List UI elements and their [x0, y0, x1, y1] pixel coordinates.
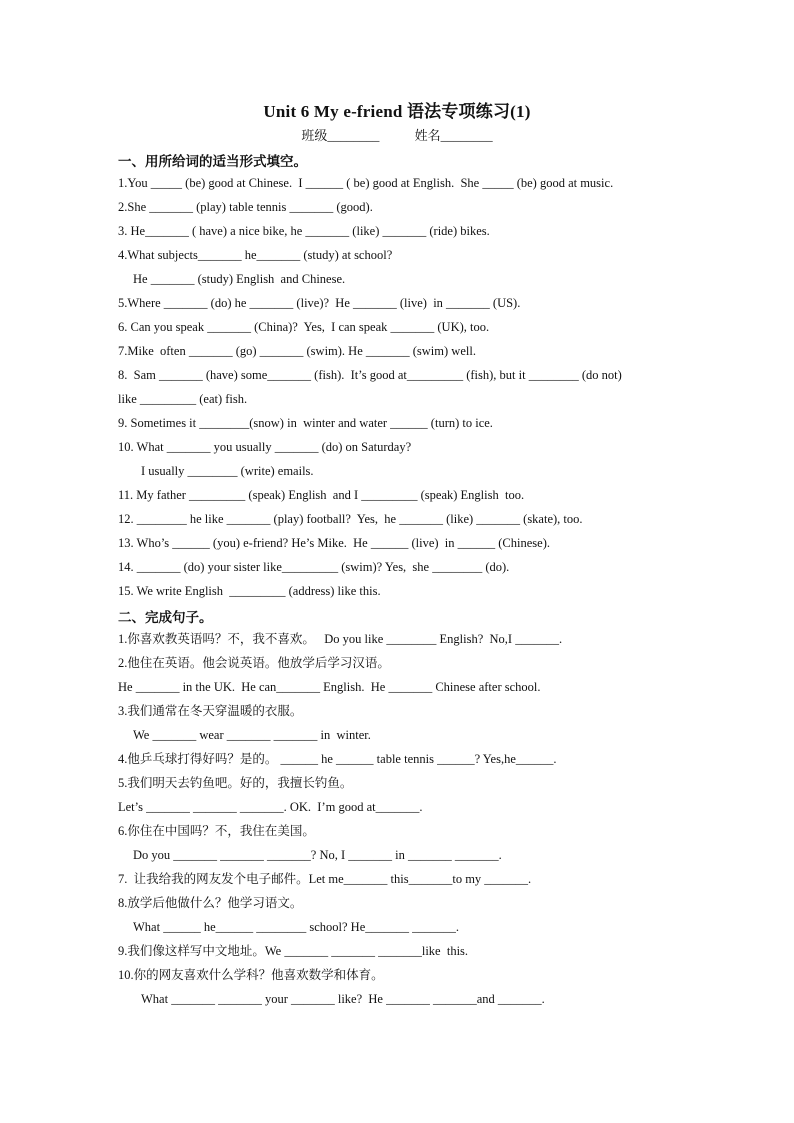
exercise-line: 6. Can you speak _______ (China)? Yes, I can speak _______ (UK), too.	[118, 320, 490, 334]
exercise-line: 8. Sam _______ (have) some_______ (fish). It’s good at_________ (fish), but it ________ (do not)	[118, 368, 622, 382]
exercise-line: 12. ________ he like _______ (play) football? Yes, he _______ (like) _______ (skate), too.	[118, 512, 583, 526]
exercise-line: 1.You _____ (be) good at Chinese. I ______ ( be) good at English. She _____ (be) good at music.	[118, 176, 614, 190]
exercise-line: He _______ (study) English and Chinese.	[133, 272, 346, 286]
exercise-line: 4.What subjects_______ he_______ (study) at school?	[118, 248, 393, 262]
exercise-line: 3. He_______ ( have) a nice bike, he _______ (like) _______ (ride) bikes.	[118, 224, 490, 238]
exercise-line: What ______ he______ ________ school? He_______ _______.	[133, 920, 460, 934]
exercise-line: 8.放学后他做什么？他学习语文。	[118, 896, 303, 910]
student-info	[0, 125, 794, 144]
exercise-line: 6.你住在中国吗？不，我住在美国。	[118, 824, 315, 838]
exercise-line: 7.Mike often _______ (go) _______ (swim). He _______ (swim) well.	[118, 344, 476, 358]
exercise-line: He _______ in the UK. He can_______ English. He _______ Chinese after school.	[118, 680, 541, 694]
name-field-label: 姓名________	[414, 128, 493, 143]
exercise-line: 3.我们通常在冬天穿温暖的衣服。	[118, 704, 303, 718]
page-title: Unit 6 My e-friend 语法专项练习(1)	[263, 102, 531, 121]
exercise-line: 14. _______ (do) your sister like_________ (swim)? Yes, she ________ (do).	[118, 560, 510, 574]
exercise-line: Let’s _______ _______ _______. OK. I’m good at_______.	[118, 800, 423, 814]
section1-heading: 一、用所给词的适当形式填空。	[118, 154, 307, 170]
exercise-line: 4.他乒乓球打得好吗？是的。 ______ he ______ table tennis ______? Yes,he______.	[118, 752, 557, 766]
exercise-line: What _______ _______ your _______ like? He _______ _______and _______.	[141, 992, 545, 1006]
exercise-line: 2.She _______ (play) table tennis _______ (good).	[118, 200, 373, 214]
exercise-line: 15. We write English _________ (address) like this.	[118, 584, 381, 598]
exercise-line: 2.他住在英语。他会说英语。他放学后学习汉语。	[118, 656, 390, 670]
exercise-line: Do you _______ _______ _______? No, I _______ in _______ _______.	[133, 848, 502, 862]
exercise-line: like _________ (eat) fish.	[118, 392, 248, 406]
exercise-line: 13. Who’s ______ (you) e-friend? He’s Mike. He ______ (live) in ______ (Chinese).	[118, 536, 550, 550]
exercise-line: 9. Sometimes it ________(snow) in winter and water ______ (turn) to ice.	[118, 416, 493, 430]
exercise-line: 1.你喜欢教英语吗？不，我不喜欢。 Do you like ________ English? No,I _______.	[118, 632, 563, 646]
exercise-line: 10. What _______ you usually _______ (do) on Saturday?	[118, 440, 412, 454]
exercise-line: 10.你的网友喜欢什么学科？他喜欢数学和体育。	[118, 968, 384, 982]
section2-heading: 二、完成句子。	[118, 610, 213, 626]
class-field-label: 班级________	[301, 128, 380, 143]
exercise-line: 9.我们像这样写中文地址。We _______ _______ _______like this.	[118, 944, 469, 958]
exercise-line: 5.我们明天去钓鱼吧。好的，我擅长钓鱼。	[118, 776, 353, 790]
exercise-line: 11. My father _________ (speak) English and I _________ (speak) English too.	[118, 488, 525, 502]
exercise-line: 5.Where _______ (do) he _______ (live)? He _______ (live) in _______ (US).	[118, 296, 521, 310]
exercise-line: I usually ________ (write) emails.	[141, 464, 314, 478]
exercise-line: We _______ wear _______ _______ in winter.	[133, 728, 371, 742]
exercise-line: 7. 让我给我的网友发个电子邮件。Let me_______ this_______to my _______.	[118, 872, 532, 886]
